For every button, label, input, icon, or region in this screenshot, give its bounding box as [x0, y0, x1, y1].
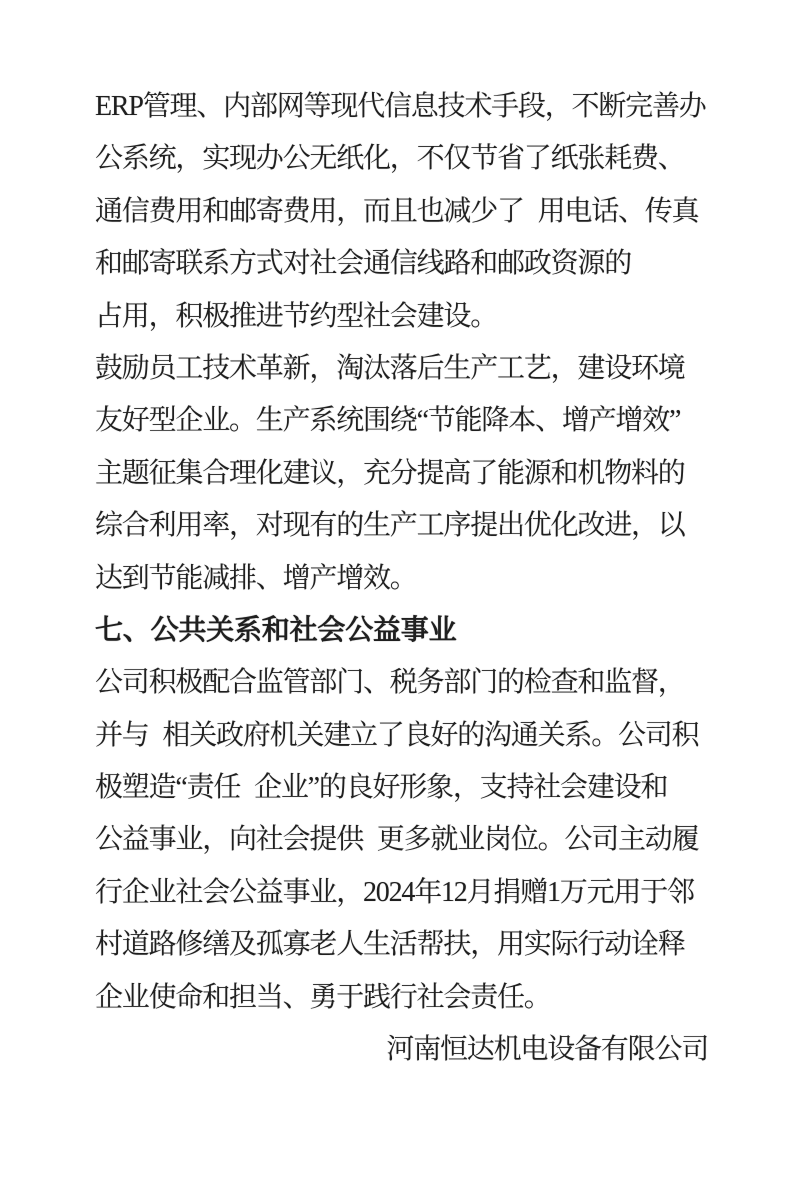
text-line: 通信费用和邮寄费用，而且也减少了 用电话、传真	[95, 195, 699, 227]
text-line: 主题征集合理化建议，充分提高了能源和机物料的	[95, 457, 685, 489]
text-line: 综合利用率，对现有的生产工序提出优化改进，以	[95, 510, 685, 542]
text-line: 公系统，实现办公无纸化，不仅节省了纸张耗费、	[95, 143, 685, 175]
section-heading-public-relations: 七、公共关系和社会公益事业	[95, 614, 457, 646]
text-line: 公司积极配合监管部门、税务部门的检查和监督，	[95, 667, 685, 699]
text-line: 达到节能减排、增产增效。	[95, 562, 417, 594]
text-line: 村道路修缮及孤寡老人生活帮扶，用实际行动诠释	[95, 929, 685, 961]
text-line: 极塑造“责任 企业”的良好形象，支持社会建设和	[95, 772, 668, 804]
text-line: 企业使命和担当、勇于践行社会责任。	[95, 981, 551, 1013]
text-line: 行企业社会公益事业，2024年12月捐赠1万元用于邻	[95, 876, 694, 908]
paragraph-green-production	[95, 343, 708, 605]
text-line: 公益事业，向社会提供 更多就业岗位。公司主动履	[95, 824, 699, 856]
text-line: 友好型企业。生产系统围绕“节能降本、增产增效”	[95, 405, 681, 437]
paragraph-public-welfare	[95, 657, 708, 1024]
text-line: 占用，积极推进节约型社会建设。	[95, 300, 498, 332]
text-line: 鼓励员工技术革新，淘汰落后生产工艺，建设环境	[95, 352, 685, 384]
signature-company-name: 河南恒达机电设备有限公司	[386, 1034, 708, 1066]
text-line: 并与 相关政府机关建立了良好的沟通关系。公司积	[95, 719, 699, 751]
text-line: 和邮寄联系方式对社会通信线路和邮政资源的	[95, 248, 632, 280]
paragraph-office-informatization	[95, 81, 708, 343]
text-line: ERP管理、内部网等现代信息技术手段，不断完善办	[95, 91, 706, 122]
